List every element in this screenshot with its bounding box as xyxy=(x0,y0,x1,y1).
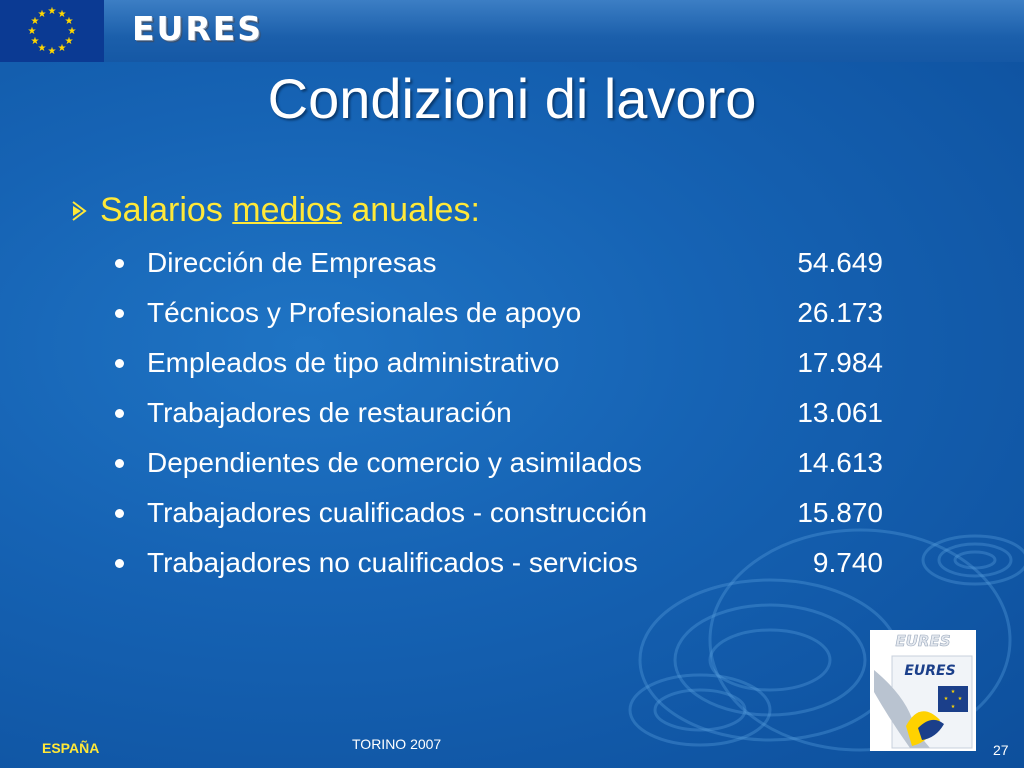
svg-text:★: ★ xyxy=(957,696,963,702)
brand-title: EURES xyxy=(132,9,264,48)
page-number: 27 xyxy=(993,742,1009,758)
svg-text:★: ★ xyxy=(30,16,40,27)
svg-text:★: ★ xyxy=(57,9,67,20)
row-label: Dependientes de comercio y asimilados xyxy=(147,447,642,478)
row-label: Empleados de tipo administrativo xyxy=(147,347,560,378)
list-item xyxy=(115,438,895,488)
row-label: Trabajadores cualificados - construcción xyxy=(147,497,648,528)
list-item xyxy=(115,288,895,338)
footer-event: TORINO 2007 xyxy=(352,736,442,752)
svg-text:★: ★ xyxy=(64,36,74,47)
row-label: Dirección de Empresas xyxy=(147,247,437,278)
dot-bullet-icon xyxy=(115,459,124,468)
heading-word-medios: medios xyxy=(232,191,342,229)
row-label: Técnicos y Profesionales de apoyo xyxy=(147,297,582,328)
heading-word-salarios: Salarios xyxy=(100,191,223,229)
heading-text xyxy=(100,188,480,232)
footer-country: ESPAÑA xyxy=(42,740,100,756)
svg-text:★: ★ xyxy=(30,36,40,47)
eures-logo xyxy=(870,630,976,751)
eu-flag-icon xyxy=(0,0,104,62)
svg-text:★: ★ xyxy=(37,9,47,20)
svg-text:★: ★ xyxy=(57,43,67,54)
svg-text:★: ★ xyxy=(950,704,956,710)
row-value: 14.613 xyxy=(797,447,883,478)
svg-text:★: ★ xyxy=(27,26,37,37)
row-value: 9.740 xyxy=(812,547,883,578)
list-item xyxy=(115,338,895,388)
svg-text:★: ★ xyxy=(37,43,47,54)
svg-text:★: ★ xyxy=(47,6,57,17)
row-value: 26.173 xyxy=(797,297,883,328)
salary-list xyxy=(115,238,895,588)
list-item xyxy=(115,488,895,538)
dot-bullet-icon xyxy=(115,409,124,418)
logo-text: EURES xyxy=(904,663,956,679)
row-label: Trabajadores de restauración xyxy=(147,397,512,428)
dot-bullet-icon xyxy=(115,309,124,318)
svg-text:★: ★ xyxy=(950,689,956,695)
heading-word-anuales: anuales: xyxy=(351,191,480,229)
row-label: Trabajadores no cualificados - servicios xyxy=(147,547,638,578)
list-item xyxy=(115,538,895,588)
svg-text:★: ★ xyxy=(47,46,57,57)
slide-title: Condizioni di lavoro xyxy=(267,67,757,130)
dot-bullet-icon xyxy=(115,359,124,368)
row-value: 13.061 xyxy=(797,397,883,428)
dot-bullet-icon xyxy=(115,509,124,518)
svg-text:★: ★ xyxy=(64,16,74,27)
list-item xyxy=(115,388,895,438)
arrow-bullet-icon xyxy=(70,200,90,222)
row-value: 17.984 xyxy=(797,347,883,378)
row-value: 54.649 xyxy=(797,247,883,278)
svg-text:★: ★ xyxy=(67,26,77,37)
dot-bullet-icon xyxy=(115,559,124,568)
header-bar xyxy=(0,0,1024,62)
dot-bullet-icon xyxy=(115,259,124,268)
list-item xyxy=(115,238,895,288)
logo-text-outline: EURES xyxy=(895,632,951,650)
svg-text:★: ★ xyxy=(943,696,949,702)
row-value: 15.870 xyxy=(797,497,883,528)
